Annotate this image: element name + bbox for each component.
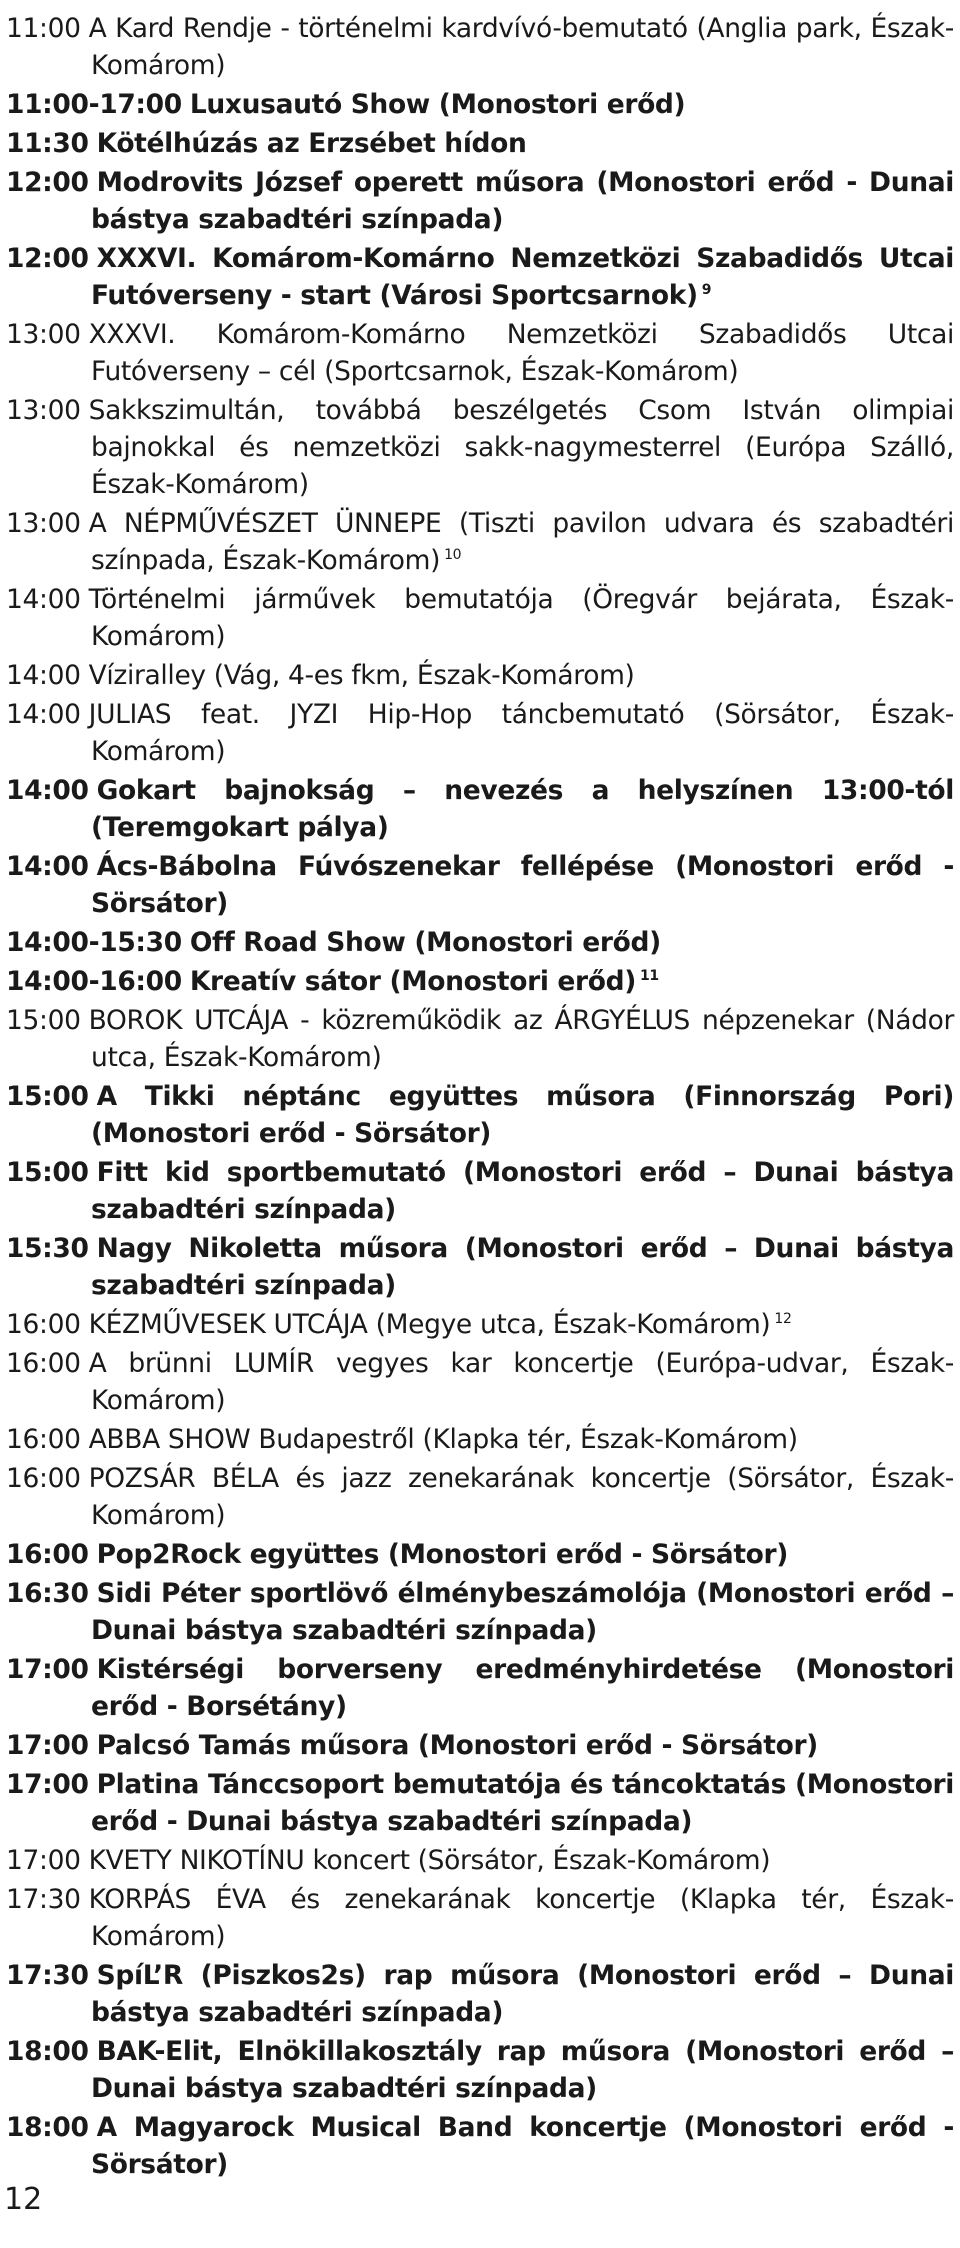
entry-description: Történelmi járművek bemutatója (Öregvár bejárata, Észak-Komárom) xyxy=(88,584,954,652)
entry-time: 15:30 xyxy=(6,1233,89,1264)
entry-time: 14:00-16:00 xyxy=(6,966,182,997)
entry-time: 14:00 xyxy=(6,699,81,730)
entry-time: 13:00 xyxy=(6,508,81,539)
entry-description: A Magyarock Musical Band koncertje (Monostori erőd - Sörsátor) xyxy=(91,2112,954,2180)
schedule-entry xyxy=(6,963,954,1000)
entry-time: 16:30 xyxy=(6,1578,89,1609)
entry-description: Gokart bajnokság – nevezés a helyszínen 13:00-tól (Teremgokart pálya) xyxy=(91,775,954,843)
entry-time: 16:00 xyxy=(6,1348,81,1379)
event-schedule xyxy=(6,10,954,2185)
entry-time: 18:00 xyxy=(6,2036,89,2067)
schedule-entry xyxy=(6,657,954,694)
schedule-entry xyxy=(6,2033,954,2107)
page-number: 12 xyxy=(4,2182,43,2217)
entry-description: Luxusautó Show (Monostori erőd) xyxy=(189,89,686,120)
schedule-entry xyxy=(6,1154,954,1228)
schedule-entry xyxy=(6,1536,954,1573)
entry-description: Víziralley (Vág, 4-es fkm, Észak-Komárom) xyxy=(88,660,635,691)
entry-description: Palcsó Tamás műsora (Monostori erőd - Sörsátor) xyxy=(96,1730,818,1761)
schedule-entry xyxy=(6,392,954,503)
footnote-marker: 11 xyxy=(640,968,659,985)
entry-description: ABBA SHOW Budapestről (Klapka tér, Észak-Komárom) xyxy=(88,1424,798,1455)
entry-description: Off Road Show (Monostori erőd) xyxy=(189,927,661,958)
entry-time: 14:00 xyxy=(6,775,89,806)
entry-description: Modrovits József operett műsora (Monostori erőd - Dunai bástya szabadtéri színpada) xyxy=(91,167,954,235)
entry-time: 17:00 xyxy=(6,1769,89,1800)
schedule-entry xyxy=(6,164,954,238)
schedule-entry xyxy=(6,1421,954,1458)
schedule-entry xyxy=(6,316,954,390)
schedule-entry xyxy=(6,1957,954,2031)
entry-description: BAK-Elit, Elnökillakosztály rap műsora (Monostori erőd – Dunai bástya szabadtéri színpada) xyxy=(91,2036,954,2104)
entry-time: 12:00 xyxy=(6,167,89,198)
schedule-entry xyxy=(6,1727,954,1764)
entry-description: Fitt kid sportbemutató (Monostori erőd – Dunai bástya szabadtéri színpada) xyxy=(91,1157,954,1225)
schedule-entry xyxy=(6,86,954,123)
entry-time: 12:00 xyxy=(6,243,89,274)
schedule-entry xyxy=(6,240,954,314)
schedule-entry xyxy=(6,125,954,162)
footnote-marker: 9 xyxy=(701,282,712,299)
entry-time: 15:00 xyxy=(6,1081,89,1112)
entry-time: 16:00 xyxy=(6,1309,81,1340)
entry-description: A NÉPMŰVÉSZET ÜNNEPE (Tiszti pavilon udvara és szabadtéri színpada, Észak-Komárom) xyxy=(88,508,954,576)
entry-time: 14:00-15:30 xyxy=(6,927,182,958)
entry-time: 16:00 xyxy=(6,1463,81,1494)
entry-time: 14:00 xyxy=(6,660,81,691)
schedule-entry xyxy=(6,1460,954,1534)
entry-time: 15:00 xyxy=(6,1157,89,1188)
entry-time: 13:00 xyxy=(6,319,81,350)
entry-description: XXXVI. Komárom-Komárno Nemzetközi Szabadidős Utcai Futóverseny - start (Városi Sportcsarnok) xyxy=(91,243,954,311)
schedule-entry xyxy=(6,1306,954,1343)
entry-description: KÉZMŰVESEK UTCÁJA (Megye utca, Észak-Komárom) xyxy=(88,1309,771,1340)
schedule-entry xyxy=(6,1345,954,1419)
entry-time: 18:00 xyxy=(6,2112,89,2143)
entry-description: Ács-Bábolna Fúvószenekar fellépése (Monostori erőd - Sörsátor) xyxy=(91,851,954,919)
schedule-entry xyxy=(6,772,954,846)
entry-time: 17:00 xyxy=(6,1845,81,1876)
entry-description: KVETY NIKOTÍNU koncert (Sörsátor, Észak-Komárom) xyxy=(88,1845,771,1876)
entry-time: 17:00 xyxy=(6,1730,89,1761)
entry-description: Nagy Nikoletta műsora (Monostori erőd – Dunai bástya szabadtéri színpada) xyxy=(91,1233,954,1301)
schedule-entry xyxy=(6,1766,954,1840)
schedule-entry xyxy=(6,1002,954,1076)
schedule-entry xyxy=(6,1230,954,1304)
footnote-marker: 10 xyxy=(444,547,462,564)
entry-time: 11:30 xyxy=(6,128,89,159)
entry-time: 15:00 xyxy=(6,1005,81,1036)
entry-description: Kötélhúzás az Erzsébet hídon xyxy=(96,128,527,159)
schedule-entry xyxy=(6,848,954,922)
footnote-marker: 12 xyxy=(774,1311,792,1328)
schedule-entry xyxy=(6,1078,954,1152)
schedule-entry xyxy=(6,1881,954,1955)
entry-description: Kreatív sátor (Monostori erőd) xyxy=(189,966,637,997)
entry-time: 17:30 xyxy=(6,1960,89,1991)
schedule-entry xyxy=(6,581,954,655)
entry-time: 17:30 xyxy=(6,1884,81,1915)
entry-description: A brünni LUMÍR vegyes kar koncertje (Európa-udvar, Észak-Komárom) xyxy=(88,1348,954,1416)
entry-description: Sidi Péter sportlövő élménybeszámolója (Monostori erőd – Dunai bástya szabadtéri színpada) xyxy=(91,1578,954,1646)
entry-time: 16:00 xyxy=(6,1539,89,1570)
entry-description: SpíL’R (Piszkos2s) rap műsora (Monostori erőd – Dunai bástya szabadtéri színpada) xyxy=(91,1960,954,2028)
schedule-entry xyxy=(6,696,954,770)
entry-description: POZSÁR BÉLA és jazz zenekarának koncertje (Sörsátor, Észak-Komárom) xyxy=(88,1463,954,1531)
schedule-entry xyxy=(6,1842,954,1879)
entry-description: KORPÁS ÉVA és zenekarának koncertje (Klapka tér, Észak-Komárom) xyxy=(88,1884,954,1952)
entry-description: Kistérségi borverseny eredményhirdetése (Monostori erőd - Borsétány) xyxy=(91,1654,954,1722)
schedule-entry xyxy=(6,924,954,961)
entry-description: Pop2Rock együttes (Monostori erőd - Sörsátor) xyxy=(96,1539,788,1570)
entry-time: 11:00 xyxy=(6,13,81,44)
entry-description: A Kard Rendje - történelmi kardvívó-bemutató (Anglia park, Észak-Komárom) xyxy=(88,13,954,81)
entry-time: 14:00 xyxy=(6,584,81,615)
schedule-entry xyxy=(6,2109,954,2183)
entry-time: 17:00 xyxy=(6,1654,89,1685)
entry-time: 16:00 xyxy=(6,1424,81,1455)
entry-description: Platina Tánccsoport bemutatója és táncoktatás (Monostori erőd - Dunai bástya szabadtéri színpada) xyxy=(91,1769,954,1837)
schedule-entry xyxy=(6,10,954,84)
entry-time: 14:00 xyxy=(6,851,89,882)
schedule-entry xyxy=(6,505,954,579)
schedule-entry xyxy=(6,1651,954,1725)
entry-time: 11:00-17:00 xyxy=(6,89,182,120)
entry-time: 13:00 xyxy=(6,395,81,426)
entry-description: A Tikki néptánc együttes műsora (Finnország Pori) (Monostori erőd - Sörsátor) xyxy=(91,1081,954,1149)
entry-description: BOROK UTCÁJA - közreműködik az ÁRGYÉLUS népzenekar (Nádor utca, Észak-Komárom) xyxy=(88,1005,954,1073)
entry-description: XXXVI. Komárom-Komárno Nemzetközi Szabadidős Utcai Futóverseny – cél (Sportcsarnok, Észak-Komárom) xyxy=(88,319,954,387)
entry-description: Sakkszimultán, továbbá beszélgetés Csom István olimpiai bajnokkal és nemzetközi sakk-nagymesterrel (Európa Szálló, Észak-Komárom) xyxy=(88,395,954,500)
entry-description: JULIAS feat. JYZI Hip-Hop táncbemutató (Sörsátor, Észak-Komárom) xyxy=(88,699,954,767)
schedule-entry xyxy=(6,1575,954,1649)
